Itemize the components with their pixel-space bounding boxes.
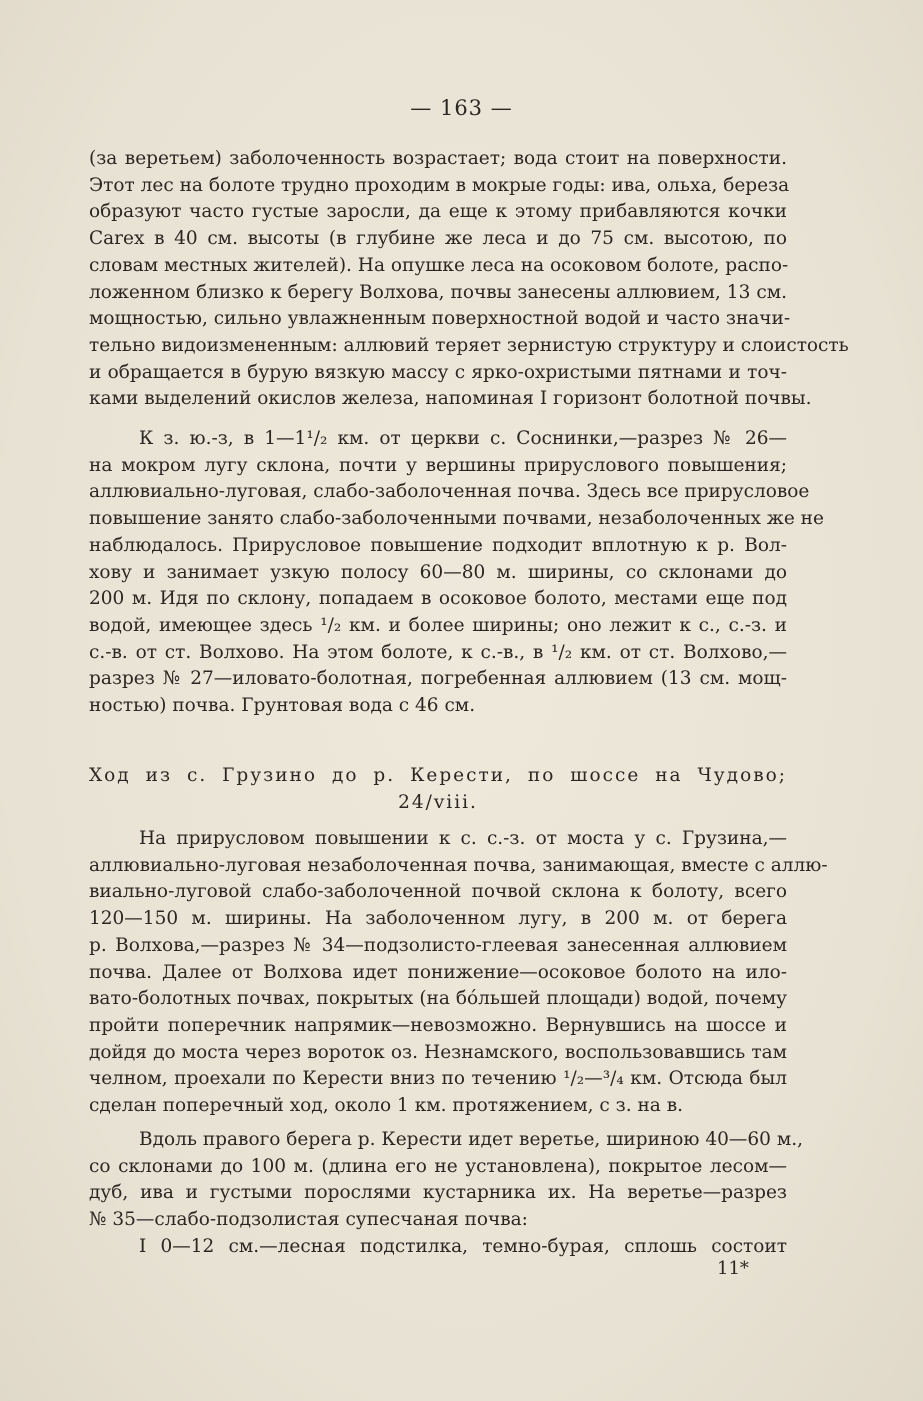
paragraph-4 bbox=[89, 1127, 803, 1261]
text-line: почва. Далее от Волхова идет понижение—осоковое болото на ило- bbox=[89, 961, 787, 983]
text-line: р. Волхова,—разрез № 34—подзолисто-глеевая занесенная аллювием bbox=[89, 934, 787, 956]
text-line: образуют часто густые заросли, да еще к этому прибавляются кочки bbox=[89, 201, 787, 223]
text-line: водой, имеющее здесь ¹/₂ км. и более ширины; оно лежит к с., с.-з. и bbox=[89, 614, 787, 636]
text-line: пройти поперечник напрямик—невозможно. Вернувшись на шоссе и bbox=[89, 1014, 787, 1036]
text-line: вато-болотных почвах, покрытых (на бо́льшей площади) водой, почему bbox=[89, 988, 787, 1010]
text-line: и обращается в бурую вязкую массу с ярко-охристыми пятнами и точ- bbox=[89, 361, 787, 383]
text-line: тельно видоизмененным: аллювий теряет зернистую структуру и слоистость bbox=[89, 334, 849, 356]
text-line: I 0—12 см.—лесная подстилка, темно-бурая, сплошь состоит bbox=[139, 1235, 787, 1257]
text-line: № 35—слабо-подзолистая супесчаная почва: bbox=[89, 1209, 528, 1231]
paragraph-3 bbox=[89, 826, 828, 1120]
text-line: (за веретьем) заболоченность возрастает; вода стоит на поверхности. bbox=[89, 148, 787, 169]
text-line: На прирусловом повышении к с. с.-з. от моста у с. Грузина,— bbox=[139, 828, 787, 849]
text-line: хову и занимает узкую полосу 60—80 м. ширины, со склонами до bbox=[89, 561, 787, 583]
printer-signature: 11* bbox=[717, 1258, 749, 1279]
text-line: мощностью, сильно увлажненным поверхностной водой и часто значи- bbox=[89, 308, 791, 330]
text-line: 200 м. Идя по склону, попадаем в осоковое болото, местами еще под bbox=[89, 588, 787, 610]
text-line: ностью) почва. Грунтовая вода с 46 см. bbox=[89, 695, 476, 717]
text-line: челном, проехали по Керести вниз по течению ¹/₂—³/₄ км. Отсюда был bbox=[89, 1068, 787, 1090]
text-line: сделан поперечный ход, около 1 км. протяжением, с з. на в. bbox=[89, 1095, 683, 1117]
text-line: повышение занято слабо-заболоченными почвами, незаболоченных же не bbox=[89, 508, 824, 530]
paragraph-1 bbox=[89, 146, 849, 413]
text-line: аллювиально-луговая незаболоченная почва, занимающая, вместе с аллю- bbox=[89, 854, 828, 876]
text-line: 120—150 м. ширины. На заболоченном лугу, в 200 м. от берега bbox=[89, 908, 787, 930]
heading-line: Ход из с. Грузино до р. Керести, по шоссе на Чудово; bbox=[89, 765, 787, 786]
page-number: — 163 — bbox=[410, 96, 513, 120]
text-line: ками выделений окислов железа, напоминая I горизонт болотной почвы. bbox=[89, 388, 812, 410]
text-line: дойдя до моста через вороток оз. Незнамского, воспользовавшись там bbox=[89, 1041, 787, 1063]
text-line: Вдоль правого берега р. Керести идет веретье, шириною 40—60 м., bbox=[139, 1129, 803, 1150]
text-line: с.-в. от ст. Волхово. На этом болоте, к с.-в., в ¹/₂ км. от ст. Волхово,— bbox=[89, 641, 787, 663]
text-line: виально-луговой слабо-заболоченной почвой склона к болоту, всего bbox=[89, 881, 787, 903]
text-line: Этот лес на болоте трудно проходим в мокрые годы: ива, ольха, береза bbox=[89, 174, 790, 196]
text-line: наблюдалось. Прирусловое повышение подходит вплотную к р. Вол- bbox=[89, 534, 787, 556]
text-line: Carex в 40 см. высоты (в глубине же леса и до 75 см. высотою, по bbox=[89, 228, 787, 250]
text-line: на мокром лугу склона, почти у вершины прируслового повышения; bbox=[89, 454, 787, 476]
paragraph-2 bbox=[89, 426, 824, 720]
text-line: разрез № 27—иловато-болотная, погребенная аллювием (13 см. мощ- bbox=[89, 668, 787, 690]
text-line: К з. ю.-з, в 1—1¹/₂ км. от церкви с. Соснинки,—разрез № 26— bbox=[139, 428, 787, 449]
text-line: ложенном близко к берегу Волхова, почвы занесены аллювием, 13 см. bbox=[89, 281, 787, 303]
text-line: дуб, ива и густыми порослями кустарника их. На веретье—разрез bbox=[89, 1182, 787, 1204]
text-line: аллювиально-луговая, слабо-заболоченная почва. Здесь все прирусловое bbox=[89, 481, 810, 503]
text-line: со склонами до 100 м. (длина его не установлена), покрытое лесом— bbox=[89, 1155, 787, 1177]
text-line: словам местных жителей). На опушке леса на осоковом болоте, распо- bbox=[89, 254, 789, 276]
section-heading bbox=[89, 763, 787, 816]
heading-line: 24/viii. bbox=[398, 791, 478, 813]
